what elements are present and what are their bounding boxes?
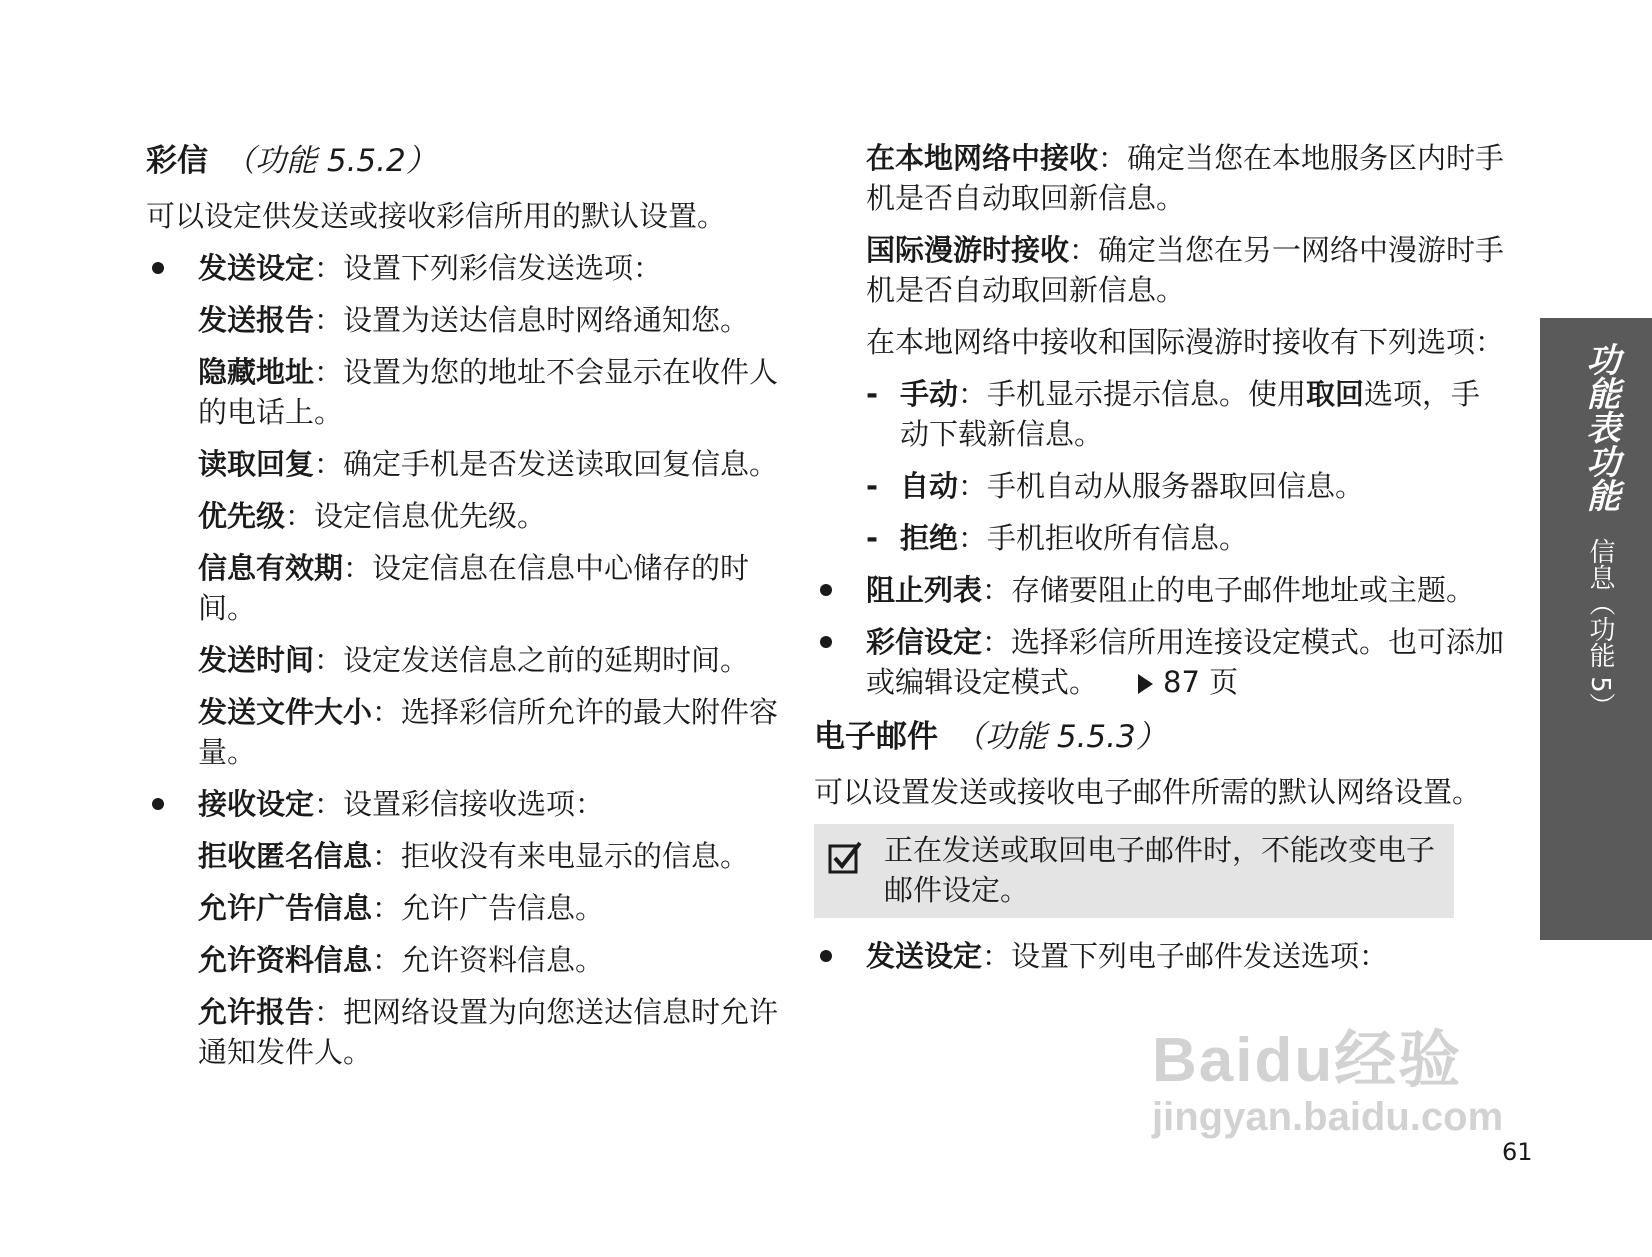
- sub-item-term: 隐藏地址: [198, 355, 315, 389]
- item-term: 在本地网络中接收: [866, 141, 1099, 175]
- bullet-desc: ：设置下列彩信发送选项：: [314, 251, 663, 285]
- sub-item: [146, 496, 786, 536]
- sub-item-desc: ：拒收没有来电显示的信息。: [372, 839, 750, 873]
- dash-item-auto: [866, 466, 1506, 506]
- sub-item-term: 允许广告信息: [198, 891, 373, 925]
- sub-item-term: 优先级: [198, 499, 286, 533]
- sub-item: [146, 352, 786, 432]
- dash-term: 自动: [900, 469, 959, 503]
- side-tab-subtitle: 信息（功能 5）: [1585, 538, 1615, 719]
- sub-item-desc: ：设置为您的地址不会显示在收件人的电话上。: [198, 355, 779, 429]
- sub-item-term: 信息有效期: [198, 551, 344, 585]
- mms-heading-title: 彩信: [146, 143, 208, 179]
- receive-settings-bullet: [146, 784, 786, 824]
- dash-mark: -: [866, 521, 879, 555]
- sub-item: [146, 640, 786, 680]
- sub-item-desc: ：允许广告信息。: [372, 891, 605, 925]
- item-desc: ：确定当您在本地服务区内时手机是否自动取回新信息。: [866, 141, 1505, 215]
- bullet-term: 发送设定: [866, 939, 983, 973]
- bullet-term: 接收设定: [198, 787, 315, 821]
- sub-item-term: 发送报告: [198, 303, 315, 337]
- mms-heading-sub: （功能 5.5.2）: [224, 143, 437, 179]
- note-box: [814, 824, 1454, 918]
- home-network-item: [866, 138, 1506, 218]
- block-list-bullet: [814, 570, 1506, 610]
- mms-intro: 可以设定供发送或接收彩信所用的默认设置。: [146, 199, 727, 233]
- arrow-right-icon: [1138, 674, 1153, 694]
- sub-item-term: 发送文件大小: [198, 695, 373, 729]
- bullet-dot: [820, 636, 832, 648]
- watermark-url: jingyan.baidu.com: [1152, 1095, 1504, 1139]
- note-text: 正在发送或取回电子邮件时，不能改变电子邮件设定。: [884, 833, 1436, 907]
- chapter-side-tab: [1540, 318, 1652, 940]
- bullet-term: 彩信设定: [866, 625, 983, 659]
- sub-item-desc: ：允许资料信息。: [372, 943, 605, 977]
- dash-desc: ：手机显示提示信息。使用: [958, 377, 1307, 411]
- bullet-desc: ：设置彩信接收选项：: [314, 787, 605, 821]
- page-reference: [1138, 665, 1238, 699]
- bullet-dot: [152, 798, 164, 810]
- sub-item-desc: ：设置为送达信息时网络通知您。: [314, 303, 750, 337]
- email-heading-sub: （功能 5.5.3）: [954, 719, 1167, 755]
- right-column: [814, 138, 1506, 988]
- sub-item: [146, 836, 786, 876]
- watermark-logo: Baidu经验: [1152, 1026, 1463, 1095]
- sub-item: [146, 940, 786, 980]
- sub-item-desc: ：选择彩信所允许的最大附件容量。: [198, 695, 779, 769]
- dash-mark: -: [866, 469, 879, 503]
- bullet-term: 发送设定: [198, 251, 315, 285]
- dash-desc: 选项，手动下载新信息。: [900, 377, 1481, 451]
- roaming-item: [866, 230, 1506, 310]
- page-reference-text: 87 页: [1163, 665, 1239, 699]
- sub-item-term: 允许资料信息: [198, 943, 373, 977]
- email-send-bullet: [814, 936, 1506, 976]
- dash-item-reject: [866, 518, 1506, 558]
- dash-term: 手动: [900, 377, 959, 411]
- sub-item-term: 发送时间: [198, 643, 315, 677]
- bullet-desc: ：选择彩信所用连接设定模式。也可添加或编辑设定模式。: [866, 625, 1505, 699]
- item-term: 国际漫游时接收: [866, 233, 1070, 267]
- sub-item-term: 读取回复: [198, 447, 315, 481]
- sub-item: [146, 300, 786, 340]
- sub-item-desc: ：设定信息优先级。: [285, 499, 547, 533]
- sub-item-term: 拒收匿名信息: [198, 839, 373, 873]
- dash-item-manual: [866, 374, 1506, 454]
- dash-desc: ：手机自动从服务器取回信息。: [958, 469, 1365, 503]
- sub-item-desc: ：确定手机是否发送读取回复信息。: [314, 447, 779, 481]
- page-number: 61: [1502, 1138, 1533, 1166]
- bullet-dot: [152, 262, 164, 274]
- send-settings-bullet: [146, 248, 786, 288]
- sub-item: [146, 548, 786, 628]
- email-intro: 可以设置发送或接收电子邮件所需的默认网络设置。: [814, 775, 1482, 809]
- sub-item: [146, 692, 786, 772]
- email-heading-title: 电子邮件: [814, 719, 938, 755]
- dash-bold: 取回: [1306, 377, 1365, 411]
- mms-heading: [146, 138, 786, 184]
- sub-item-desc: ：设定发送信息之前的延期时间。: [314, 643, 750, 677]
- sub-item-desc: ：设定信息在信息中心储存的时间。: [198, 551, 750, 625]
- side-tab-text: [1576, 342, 1625, 719]
- sub-item-desc: ：把网络设置为向您送达信息时允许通知发件人。: [198, 995, 779, 1069]
- dash-mark: -: [866, 377, 879, 411]
- bullet-dot: [820, 950, 832, 962]
- bullet-dot: [820, 584, 832, 596]
- sub-item: [146, 444, 786, 484]
- watermark: [1152, 1010, 1503, 1140]
- sub-item: [146, 992, 786, 1072]
- bullet-desc: ：设置下列电子邮件发送选项：: [982, 939, 1389, 973]
- sub-item: [146, 888, 786, 928]
- bullet-desc: ：存储要阻止的电子邮件地址或主题。: [982, 573, 1476, 607]
- options-intro: 在本地网络中接收和国际漫游时接收有下列选项：: [866, 325, 1505, 359]
- side-tab-title: 功能表功能: [1580, 342, 1620, 512]
- email-heading: [814, 714, 1506, 760]
- bullet-term: 阻止列表: [866, 573, 983, 607]
- dash-desc: ：手机拒收所有信息。: [958, 521, 1249, 555]
- mms-profile-bullet: [814, 622, 1506, 702]
- item-desc: ：确定当您在另一网络中漫游时手机是否自动取回新信息。: [866, 233, 1505, 307]
- checkbox-note-icon: [828, 840, 864, 876]
- dash-term: 拒绝: [900, 521, 959, 555]
- sub-item-term: 允许报告: [198, 995, 315, 1029]
- left-column: [146, 138, 786, 1084]
